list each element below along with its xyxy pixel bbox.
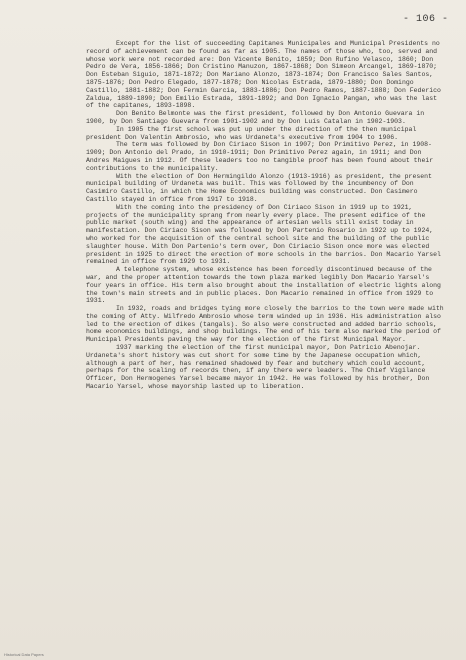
paragraph-alonzo: With the election of Don Hermingildo Alonzo (1913-1916) as president, the present municipal building of Urdaneta was built. This was followed by the incumbency of Don Casimiro Castillo, in which the Home Economics building was constructed. Don Casimero Castillo stayed in office from 1917 to 1918. <box>86 172 432 203</box>
footer-caption: Historical Data Papers <box>4 652 44 657</box>
page-number: - 106 - <box>403 14 449 25</box>
paragraph-first-school: In 1905 the first school was put up under the direction of the then municipal president Don Valentin Ambrosio, who was Urdaneta's executive from 1904 to 1906. <box>86 125 417 141</box>
paragraph-first-president: Don Benito Belmonte was the first president, followed by Don Antonio Guevara in 1900, by Don Santiago Guevara from 1901-1902 and by Don Luis Catalan in 1902-1903. <box>86 110 425 125</box>
paragraph-roads: In 1932, roads and bridges tying more closely the barrios to the town were made with the coming of Atty. Wilfredo Ambrosio whose term winded up in 1936. His administration also led to the erection of dikes (tangals). So also were constructed and added barrio schools, home economics buildings, and shop buildings. The end of his term also marked the period of Municipal Presidents paving the way for the election of the first Municipal Mayor. <box>86 305 444 344</box>
paragraph-mayor: 1937 marking the election of the first municipal mayor, Don Patricio Abenojar. Urdaneta's short history was cut short for some time by the Japanese occupation which, although a part of her, has remained shadowed by fear and butchery which could account, perhaps for the scaling of records then, if any there were leaders. The Chief Vigilance Officer, Don Hermogenes Yarsel became mayor in 1942. He was followed by his brother, Don Macario Yarsel, whose mayorship lasted up to liberation. <box>86 344 430 391</box>
document-body <box>86 40 446 391</box>
paragraph-succession: The term was followed by Don Ciriaco Sison in 1907; Don Primitivo Perez, in 1908-1909; Don Antonio del Prado, in 1910-1911; Don Primitivo Perez again, in 1911; and Don Andres Maigues in 1912. Of these leaders too no tangible proof has been found about their contributions to the municipality. <box>86 141 434 172</box>
paragraph-telephone: A telephone system, whose existence has been forcedly discontinued because of the war, and the proper attention towards the town plaza marked legibly Don Macario Yarsel's four years in office. His term also brought about the installation of electric lights along the town's main streets and in public places. Don Macario remained in office from 1929 to 1931. <box>86 266 441 305</box>
paragraph-sison: With the coming into the presidency of Don Ciriaco Sison in 1919 up to 1921, projects of the municipality sprang from nearly every place. The present edifice of the public market (south wing) and the appearance of artesian wells still exist today in manifestation. Don Ciriaco Sison was followed by Don Partenio Rosario in 1922 up to 1924, who worked for the acquisition of the central school site and the building of the public slaughter house. With Don Partenio's term over, Don Ciriacio Sison once more was elected president in 1925 to direct the erection of more schools in the barrios. Don Macario Yarsel remained in office from 1929 to 1931. <box>86 203 441 266</box>
paragraph-capitanes: Except for the list of succeeding Capitanes Municipales and Municipal Presidents no record of achievement can be found as far as 1905. The names of those who, too, served and whose work were not recorded are: Don Vicente Benito, 1859; Don Rufino Velasco, 1860; Don Pedro de Vera, 1856-1866; Don Cristino Manuzon, 1867-1868; Don Simeon Arcangel, 1869-1870; Don Esteban Siguio, 1871-1872; Don Mariano Alonzo, 1873-1874; Don Francisco Sales Santos, 1875-1876; Don Pedro Elegado, 1877-1878; Don Nicolas Estrada, 1879-1880; Don Domingo Castillo, 1881-1882; Don Fermin Garcia, 1883-1886; Don Pedro Ramos, 1887-1888; Don Federico Zaldua, 1889-1890; Don Emilio Estrada, 1891-1892; and Don Ignacio Pangan, who was the last of the capitanes, 1893-1898. <box>86 40 441 110</box>
